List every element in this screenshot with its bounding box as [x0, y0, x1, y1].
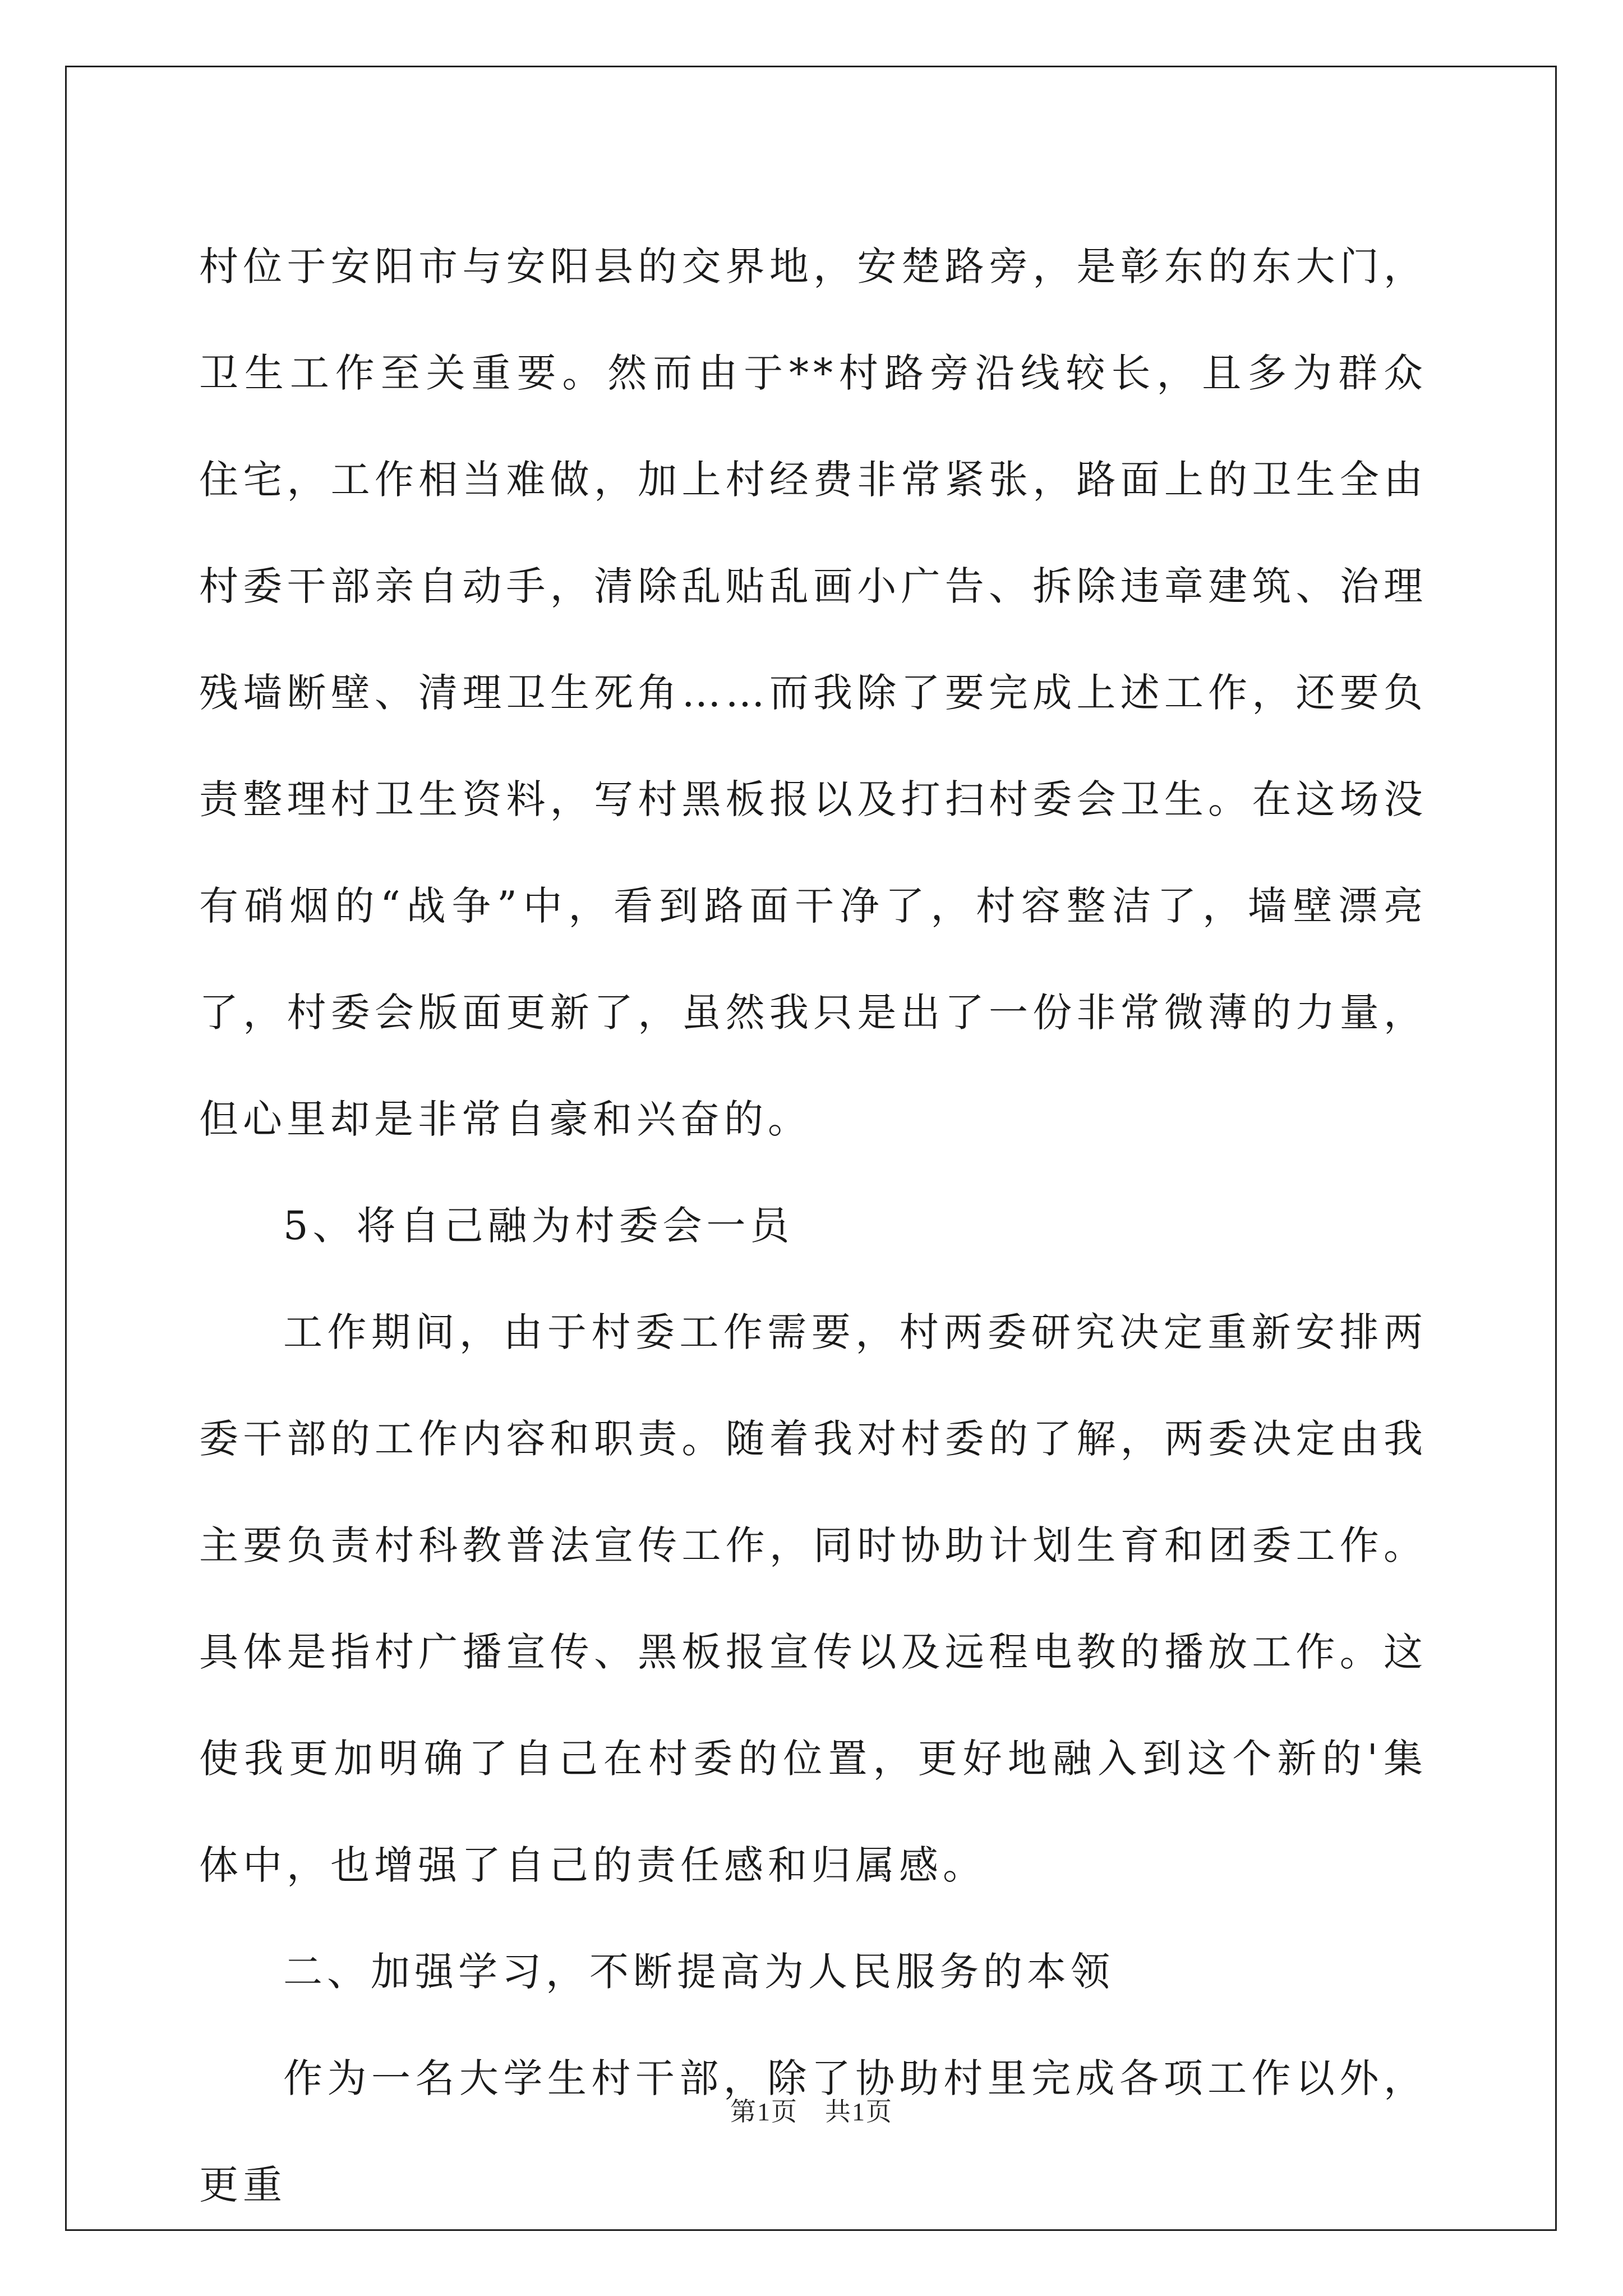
heading-integrate-into-committee: 5、将自己融为村委会一员: [283, 1203, 794, 1249]
heading-strengthen-learning: 二、加强学习，不断提高为人民服务的本领: [283, 1949, 1114, 1995]
paragraph-village-cadre: 作为一名大学生村干部，除了协助村里完成各项工作以外，更重: [199, 2055, 1427, 2208]
page-footer: 第1页 共1页: [730, 2097, 893, 2126]
document-body: [199, 213, 1427, 2238]
paragraph-work-responsibilities: 工作期间，由于村委工作需要，村两委研究决定重新安排两委干部的工作内容和职责。随着我对村委的了解，两委决定由我主要负责村科教普法宣传工作，同时协助计划生育和团委工作。具体是指村广播宣传、黑板报宣传以及远程电教的播放工作。这使我更加明确了自己在村委的位置，更好地融入到这个新的'集体中，也增强了自己的责任感和归属感。: [199, 1309, 1427, 1888]
paragraph-sanitation-work: 村位于安阳市与安阳县的交界地，安楚路旁，是彰东的东大门，卫生工作至关重要。然而由于**村路旁沿线较长，且多为群众住宅，工作相当难做，加上村经费非常紧张，路面上的卫生全由村委干部亲自动手，清除乱贴乱画小广告、拆除违章建筑、治理残墙断壁、清理卫生死角……而我除了要完成上述工作，还要负责整理村卫生资料，写村黑板报以及打扫村委会卫生。在这场没有硝烟的“战争”中，看到路面干净了，村容整洁了，墙壁漂亮了，村委会版面更新了，虽然我只是出了一份非常微薄的力量，但心里却是非常自豪和兴奋的。: [199, 243, 1427, 1142]
